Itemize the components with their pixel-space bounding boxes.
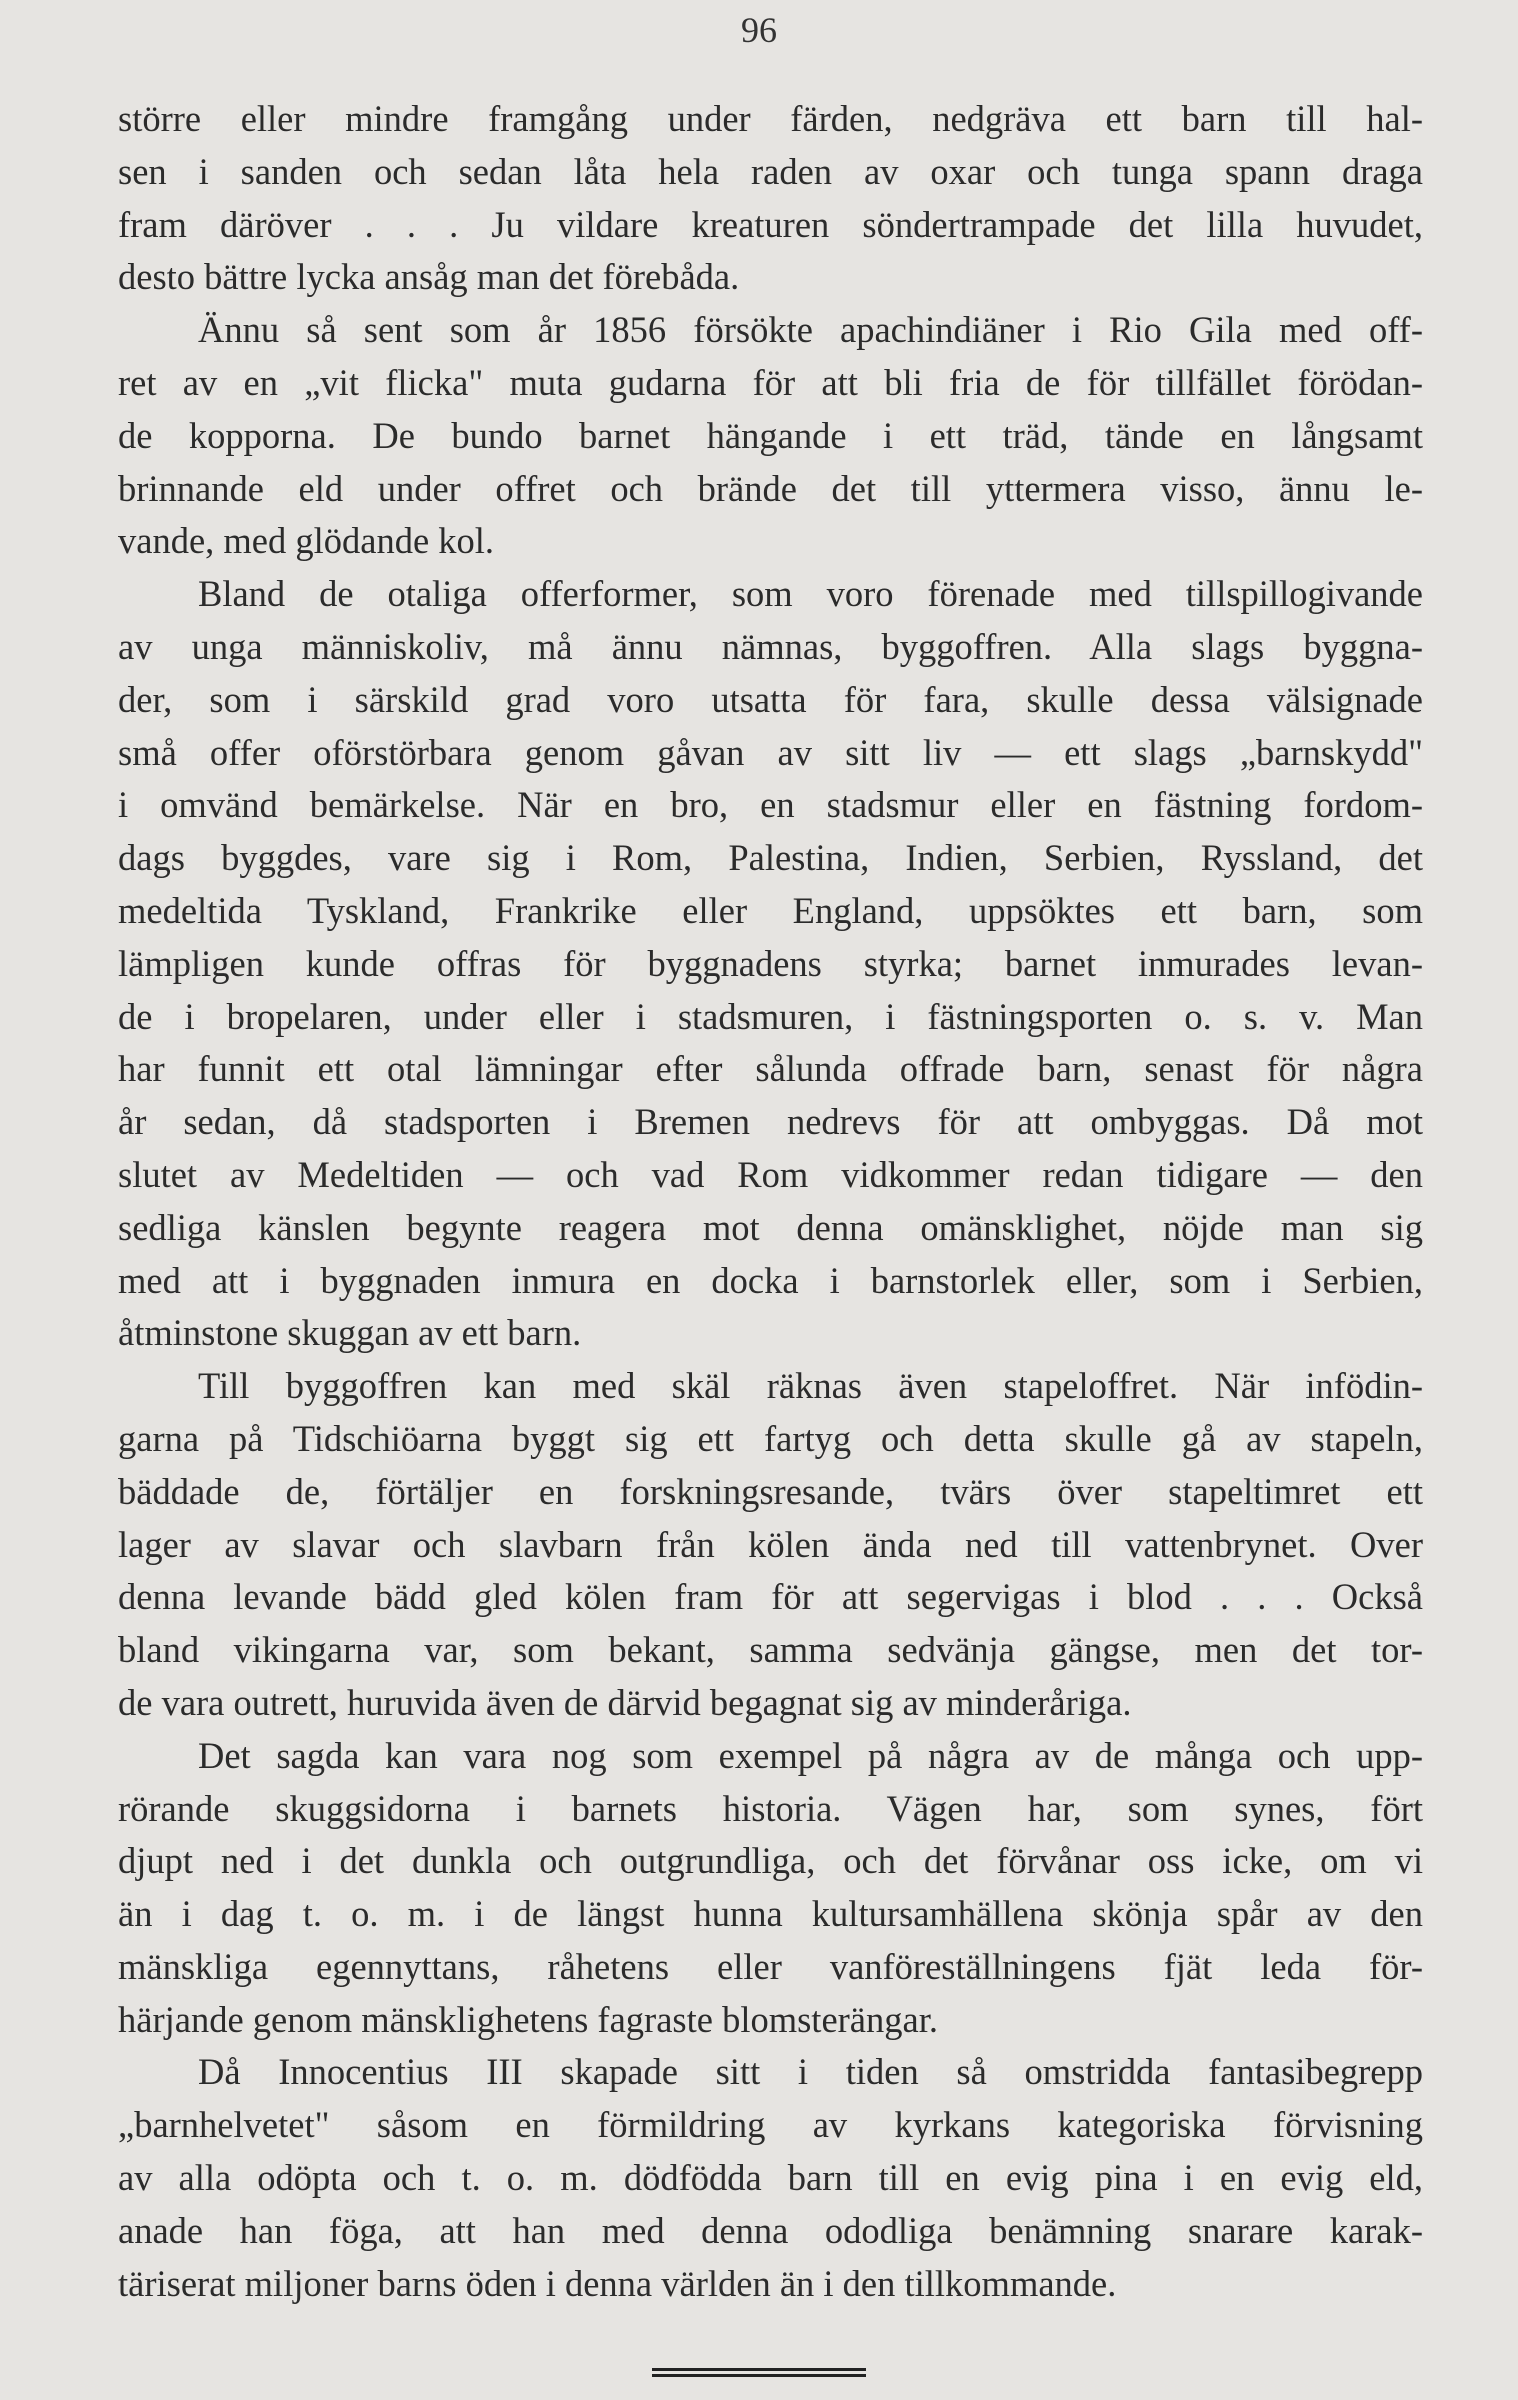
text-line: större eller mindre framgång under färden, nedgräva ett barn till hal- [118, 98, 1423, 139]
text-line: bland vikingarna var, som bekant, samma sedvänja gängse, men det tor- [118, 1629, 1423, 1671]
text-line: lager av slavar och slavbarn från kölen ända ned till vattenbrynet. Over [118, 1523, 1423, 1565]
text-line: täriserat miljoner barns öden i denna världen än i den tillkommande. [118, 2262, 1117, 2304]
text-line: lämpligen kunde offras för byggnadens styrka; barnet inmurades levan- [118, 942, 1423, 984]
paragraph-first-line: Bland de otaliga offerformer, som voro förenade med tillspillogivande [198, 573, 1423, 615]
text-line: anade han föga, att han med denna ododliga benämning snarare karak- [118, 2209, 1423, 2251]
text-line: de kopporna. De bundo barnet hängande i ett träd, tände en långsamt [118, 414, 1423, 456]
paragraph-first-line: Det sagda kan vara nog som exempel på några av de många och upp- [198, 1734, 1423, 1776]
paragraph-first-line: Ännu så sent som år 1856 försökte apachindiäner i Rio Gila med off- [198, 309, 1423, 351]
text-line: medeltida Tyskland, Frankrike eller England, uppsöktes ett barn, som [118, 889, 1423, 931]
text-line: än i dag t. o. m. i de längst hunna kultursamhällena skönja spår av den [118, 1893, 1423, 1935]
text-line: mänskliga egennyttans, råhetens eller vanföreställningens fjät leda för- [118, 1945, 1423, 1987]
text-line: sedliga känslen begynte reagera mot denna omänsklighet, nöjde man sig [118, 1206, 1423, 1248]
text-line: härjande genom mänsklighetens fagraste blomsterängar. [118, 1998, 938, 2040]
text-line: denna levande bädd gled kölen fram för att segervigas i blod . . . Också [118, 1576, 1423, 1618]
text-line: små offer oförstörbara genom gåvan av sitt liv — ett slags „barnskydd" [118, 731, 1423, 773]
text-line: år sedan, då stadsporten i Bremen nedrevs för att ombyggas. Då mot [118, 1101, 1423, 1143]
text-line: slutet av Medeltiden — och vad Rom vidkommer redan tidigare — den [118, 1153, 1423, 1195]
text-line: åtminstone skuggan av ett barn. [118, 1312, 582, 1354]
text-line: desto bättre lycka ansåg man det förebåda. [118, 256, 740, 298]
text-line: av unga människoliv, må ännu nämnas, byggoffren. Alla slags byggna- [118, 625, 1423, 667]
page-number: 96 [741, 10, 777, 50]
text-line: garna på Tidschiöarna byggt sig ett fartyg och detta skulle gå av stapeln, [118, 1417, 1423, 1459]
text-line: der, som i särskild grad voro utsatta för fara, skulle dessa välsignade [118, 678, 1423, 720]
text-line: brinnande eld under offret och brände det till yttermera visso, ännu le- [118, 467, 1423, 509]
text-line: ret av en „vit flicka" muta gudarna för att bli fria de för tillfället förödan- [118, 361, 1423, 403]
paragraph-first-line: Till byggoffren kan med skäl räknas även stapeloffret. När infödin- [198, 1365, 1423, 1407]
text-line: av alla odöpta och t. o. m. dödfödda barn till en evig pina i en evig eld, [118, 2157, 1423, 2199]
end-rule [652, 2368, 866, 2377]
text-line: vande, med glödande kol. [118, 520, 495, 562]
text-line: fram däröver . . . Ju vildare kreaturen söndertrampade det lilla huvudet, [118, 203, 1423, 245]
paragraph-first-line: Då Innocentius III skapade sitt i tiden så omstridda fantasibegrepp [198, 2051, 1423, 2093]
text-line: djupt ned i det dunkla och outgrundliga, och det förvånar oss icke, om vi [118, 1840, 1423, 1882]
text-line: sen i sanden och sedan låta hela raden av oxar och tunga spann draga [118, 150, 1423, 192]
text-line: med att i byggnaden inmura en docka i barnstorlek eller, som i Serbien, [118, 1259, 1423, 1301]
text-line: „barnhelvetet" såsom en förmildring av kyrkans kategoriska förvisning [118, 2104, 1423, 2146]
text-line: har funnit ett otal lämningar efter sålunda offrade barn, senast för några [118, 1048, 1423, 1090]
text-line: i omvänd bemärkelse. När en bro, en stadsmur eller en fästning fordom- [118, 784, 1423, 826]
body-text [118, 93, 1423, 2310]
text-line: bäddade de, förtäljer en forskningsresande, tvärs över stapeltimret ett [118, 1470, 1423, 1512]
text-line: de vara outrett, huruvida även de därvid begagnat sig av minderåriga. [118, 1681, 1132, 1723]
text-line: de i bropelaren, under eller i stadsmuren, i fästningsporten o. s. v. Man [118, 995, 1423, 1037]
text-line: rörande skuggsidorna i barnets historia. Vägen har, som synes, fört [118, 1787, 1423, 1829]
text-line: dags byggdes, vare sig i Rom, Palestina, Indien, Serbien, Ryssland, det [118, 837, 1423, 879]
